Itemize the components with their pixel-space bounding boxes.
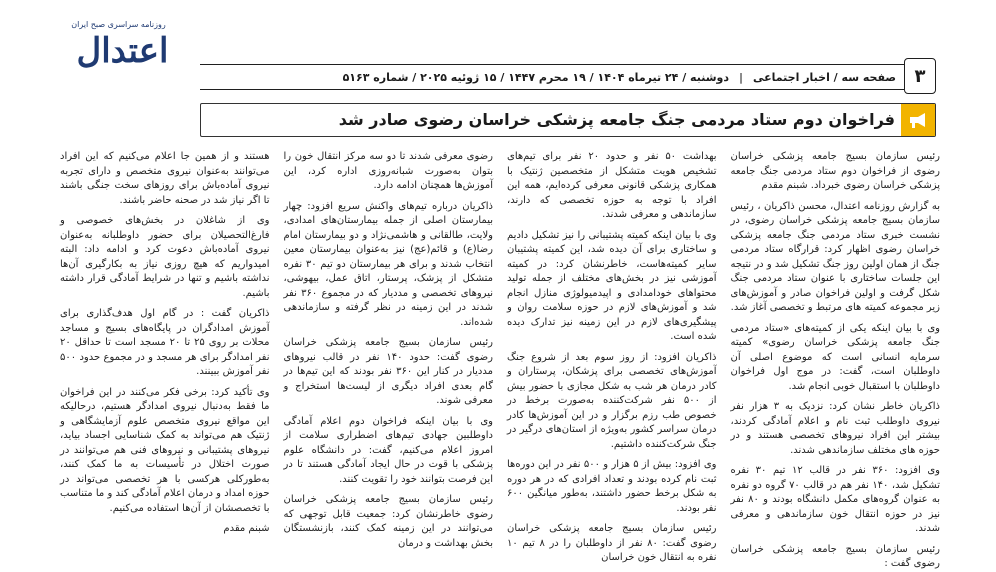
paragraph: بهداشت ۵۰ نفر و حدود ۲۰ نفر برای تیم‌های تشخیص هویت متشکل از متخصصین ژنتیک با همکاری پزشکی قانونی معرفی کرده‌ایم، همه این افراد با توجه به حوزه تخصصی که دارند، سازماندهی و معرفی شدند.	[507, 151, 717, 220]
article-columns	[60, 150, 940, 569]
paragraph: ذاکریان خاطر نشان کرد: نزدیک به ۳ هزار نفر نیروی داوطلب ثبت نام و اعلام آمادگی کردند، بیشتر این افراد نیروهای تخصصی هستند و در حوزه های مختلف سازماندهی شدند.	[730, 401, 940, 456]
paragraph: ذاکریان افزود: از روز سوم بعد از شروع جنگ آموزش‌های تخصصی برای پزشکان، پرستاران و کادر درمان هر شب به شکل مجازی با حضور بیش از ۵۰۰ نفر شرکت‌کننده به‌صورت برخط در خصوص طب رزم برگزار و در این آموزش‌ها کادر درمان سراسر کشور به‌ویژه از استان‌های درگیر در جنگ شرکت‌کننده داشتیم.	[507, 351, 717, 450]
headline: فراخوان دوم ستاد مردمی جنگ جامعه پزشکی خراسان رضوی صادر شد	[338, 110, 895, 129]
paragraph: به گزارش روزنامه اعتدال، محسن ذاکریان ، رئیس سازمان بسیج جامعه پزشکی خراسان رضوی، در نشست خبری ستاد مردمی جنگ جامعه پزشکی خراسان رضوی اظهار کرد: قرارگاه ستاد مردمی جنگ از همان اولین روز جنگ تشکیل شد و در نتیجه این جلسات ساختاری با عنوان ستاد مردمی جنگ شکل گرفت و اولین فراخوان صادر و آموزش‌های زیر مجموعه کمیته های مرتبط و تخصصی آغاز شد.	[730, 200, 940, 313]
article-column-1	[730, 150, 941, 569]
paragraph: وی تأکید کرد: برخی فکر می‌کنند در این فراخوان ما فقط به‌دنبال نیروی امدادگر هستیم، درحالیکه این مواقع نیروی متخصص علوم آزمایشگاهی و ژنتیک هم می‌تواند به کمک شناسایی اجساد بیاید، نیروهای پشتیبانی و نیروهای فنی هم می‌توانند در صورت اختلال در تأسیسات به ما کمک کنند، به‌طورکلی هرکسی با هر تخصصی می‌تواند در حوزه امداد و درمان اعلام آمادگی کند و ما متناسب با تخصصشان از آن‌ها استفاده می‌کنیم.	[60, 386, 270, 514]
paragraph: وی از شاغلان در بخش‌های خصوصی و فارغ‌التحصیلان برای حضور داوطلبانه به‌عنوان نیروی آماده‌باش دعوت کرد و ادامه داد: البته امیدواریم که هیچ روزی نیاز به بکارگیری آن‌ها نداشته باشیم و تنها در شرایط آمادگی قرار داشته باشیم.	[60, 215, 270, 299]
issue-date: دوشنبه / ۲۴ تیرماه ۱۴۰۴ / ۱۹ محرم ۱۴۴۷ / ۱۵ ژوئیه ۲۰۲۵ / شماره ۵۱۶۳	[342, 70, 729, 84]
logo-tagline: روزنامه سراسری صبح ایران	[71, 20, 166, 29]
section-label: صفحه سه / اخبار اجتماعی	[753, 70, 896, 84]
article-column-4	[60, 150, 270, 534]
author: شبنم مقدم	[223, 523, 270, 534]
headline-box	[200, 103, 936, 137]
header-divider: |	[739, 70, 744, 84]
paragraph: ذاکریان گفت : در گام اول هدف‌گذاری برای آموزش امدادگران در پایگاه‌های بسیج و مساجد محلات بر روی ۲۵ تا ۲۰ مسجد است تا حداقل ۲۰ نفر امدادگر برای هر مسجد و در مجموع حدود ۵۰۰ نفر آموزش ببینند.	[60, 308, 270, 377]
paragraph: وی با بیان اینکه یکی از کمیته‌های «ستاد مردمی جنگ جامعه پزشکی خراسان رضوی» کمیته سرمایه انسانی است که موضوع اصلی آن داوطلبان است، گفت: در موج اول فراخوان داوطلبان با استقبال خوبی انجام شد.	[730, 322, 940, 392]
logo-title: اعتدال	[76, 31, 169, 71]
paragraph: وی با بیان اینکه فراخوان دوم اعلام آمادگی داوطلبین جهادی تیم‌های اضطراری سلامت از امروز اعلام می‌کنیم، گفت: در دانشگاه علوم پزشکی با قوت در حال ایجاد آمادگی هستند تا در این فرصت بتوانند خود را تقویت کنند.	[283, 415, 493, 485]
paragraph: ذاکریان درباره تیم‌های واکنش سریع افزود: چهار بیمارستان اصلی از جمله بیمارستان‌های امدادی، ولایت، طالقانی و هاشمی‌نژاد و دو بیمارستان امام رضا(ع) و قائم(عج) نیز به‌عنوان بیمارستان معین انتخاب شدند و برای هر بیمارستان دو تیم ۳۰ نفره متشکل از پزشک، پرستار، اتاق عمل، بیهوشی، نیروهای تخصصی و مددیار که در مجموع ۳۶۰ نفر شدند در این زمینه در نظر گرفته و سازماندهی شده‌اند.	[283, 200, 493, 328]
paragraph: رضوی معرفی شدند تا دو سه مرکز انتقال خون را بتوان به‌صورت شبانه‌روزی اداره کرد، این آموزش‌ها همچنان ادامه دارد.	[283, 151, 493, 191]
paragraph: رئیس سازمان بسیج جامعه پزشکی خراسان رضوی گفت: حدود ۱۴۰ نفر در قالب نیروهای مددیار در کنار این ۳۶۰ نفر بودند که این تیم‌ها در گام بعدی افراد دیگری از لیست‌ها استخراج و معرفی شوند.	[283, 337, 493, 406]
paragraph: وی افزود: بیش از ۵ هزار و ۵۰۰ نفر در این دوره‌ها ثبت نام کرده بودند و تعداد افرادی که در هر دوره به شکل برخط حضور داشتند، به‌طور میانگین ۶۰۰ نفر بودند.	[507, 459, 717, 514]
paragraph: رئیس سازمان بسیج جامعه پزشکی خراسان رضوی گفت :	[730, 543, 940, 569]
article-column-2	[507, 150, 717, 563]
paragraph: رئیس سازمان بسیج جامعه پزشکی خراسان رضوی خاطرنشان کرد: جمعیت قابل توجهی که می‌توانند در این زمینه کمک کنند، بازنشستگان بخش بهداشت و درمان	[283, 494, 493, 549]
newspaper-logo	[60, 20, 185, 102]
page-header-bar	[200, 64, 936, 90]
paragraph: وی با بیان اینکه کمیته پشتیبانی را نیز تشکیل دادیم و ساختاری برای آن دیده شد، این کمیته پشتیبان سایر کمیته‌هاست، خاطرنشان کرد: در کمیته آموزشی نیز در بخش‌های مختلف از جمله تولید محتواهای خودامدادی و اپیدمیولوژی منازل انجام شد و آموزش‌های لازم در حوزه سلامت روان و پیشگیری‌های لازم در این زمینه نیز تدارک دیده شده است.	[507, 229, 717, 342]
megaphone-icon	[901, 104, 935, 136]
paragraph: رئیس سازمان بسیج جامعه پزشکی خراسان رضوی از فراخوان دوم ستاد مردمی جنگ جامعه پزشکی خراسان رضوی خبرداد. شبنم مقدم	[730, 151, 940, 191]
paragraph: وی افزود: ۳۶۰ نفر در قالب ۱۲ تیم ۳۰ نفره تشکیل شد، ۱۴۰ نفر هم در قالب ۷۰ گروه دو نفره به عنوان گروه‌های مکمل دانشگاه بودند و ۸۰ نفر نیز در حوزه انتقال خون سازماندهی و معرفی شدند.	[730, 465, 940, 534]
article-column-3	[283, 150, 494, 549]
paragraph: رئیس سازمان بسیج جامعه پزشکی خراسان رضوی گفت: ۸۰ نفر از داوطلبان را در ۸ تیم ۱۰ نفره به انتقال خون خراسان	[507, 523, 717, 563]
page-number: ۳	[904, 58, 936, 94]
paragraph: هستند و از همین جا اعلام می‌کنیم که این افراد می‌توانند به‌عنوان نیروی متخصص و دارای تجربه نیروی آماده‌باش برای روزهای سخت جنگی باشند تا اگر نیاز شد در صحنه حاضر باشند.	[60, 151, 270, 206]
